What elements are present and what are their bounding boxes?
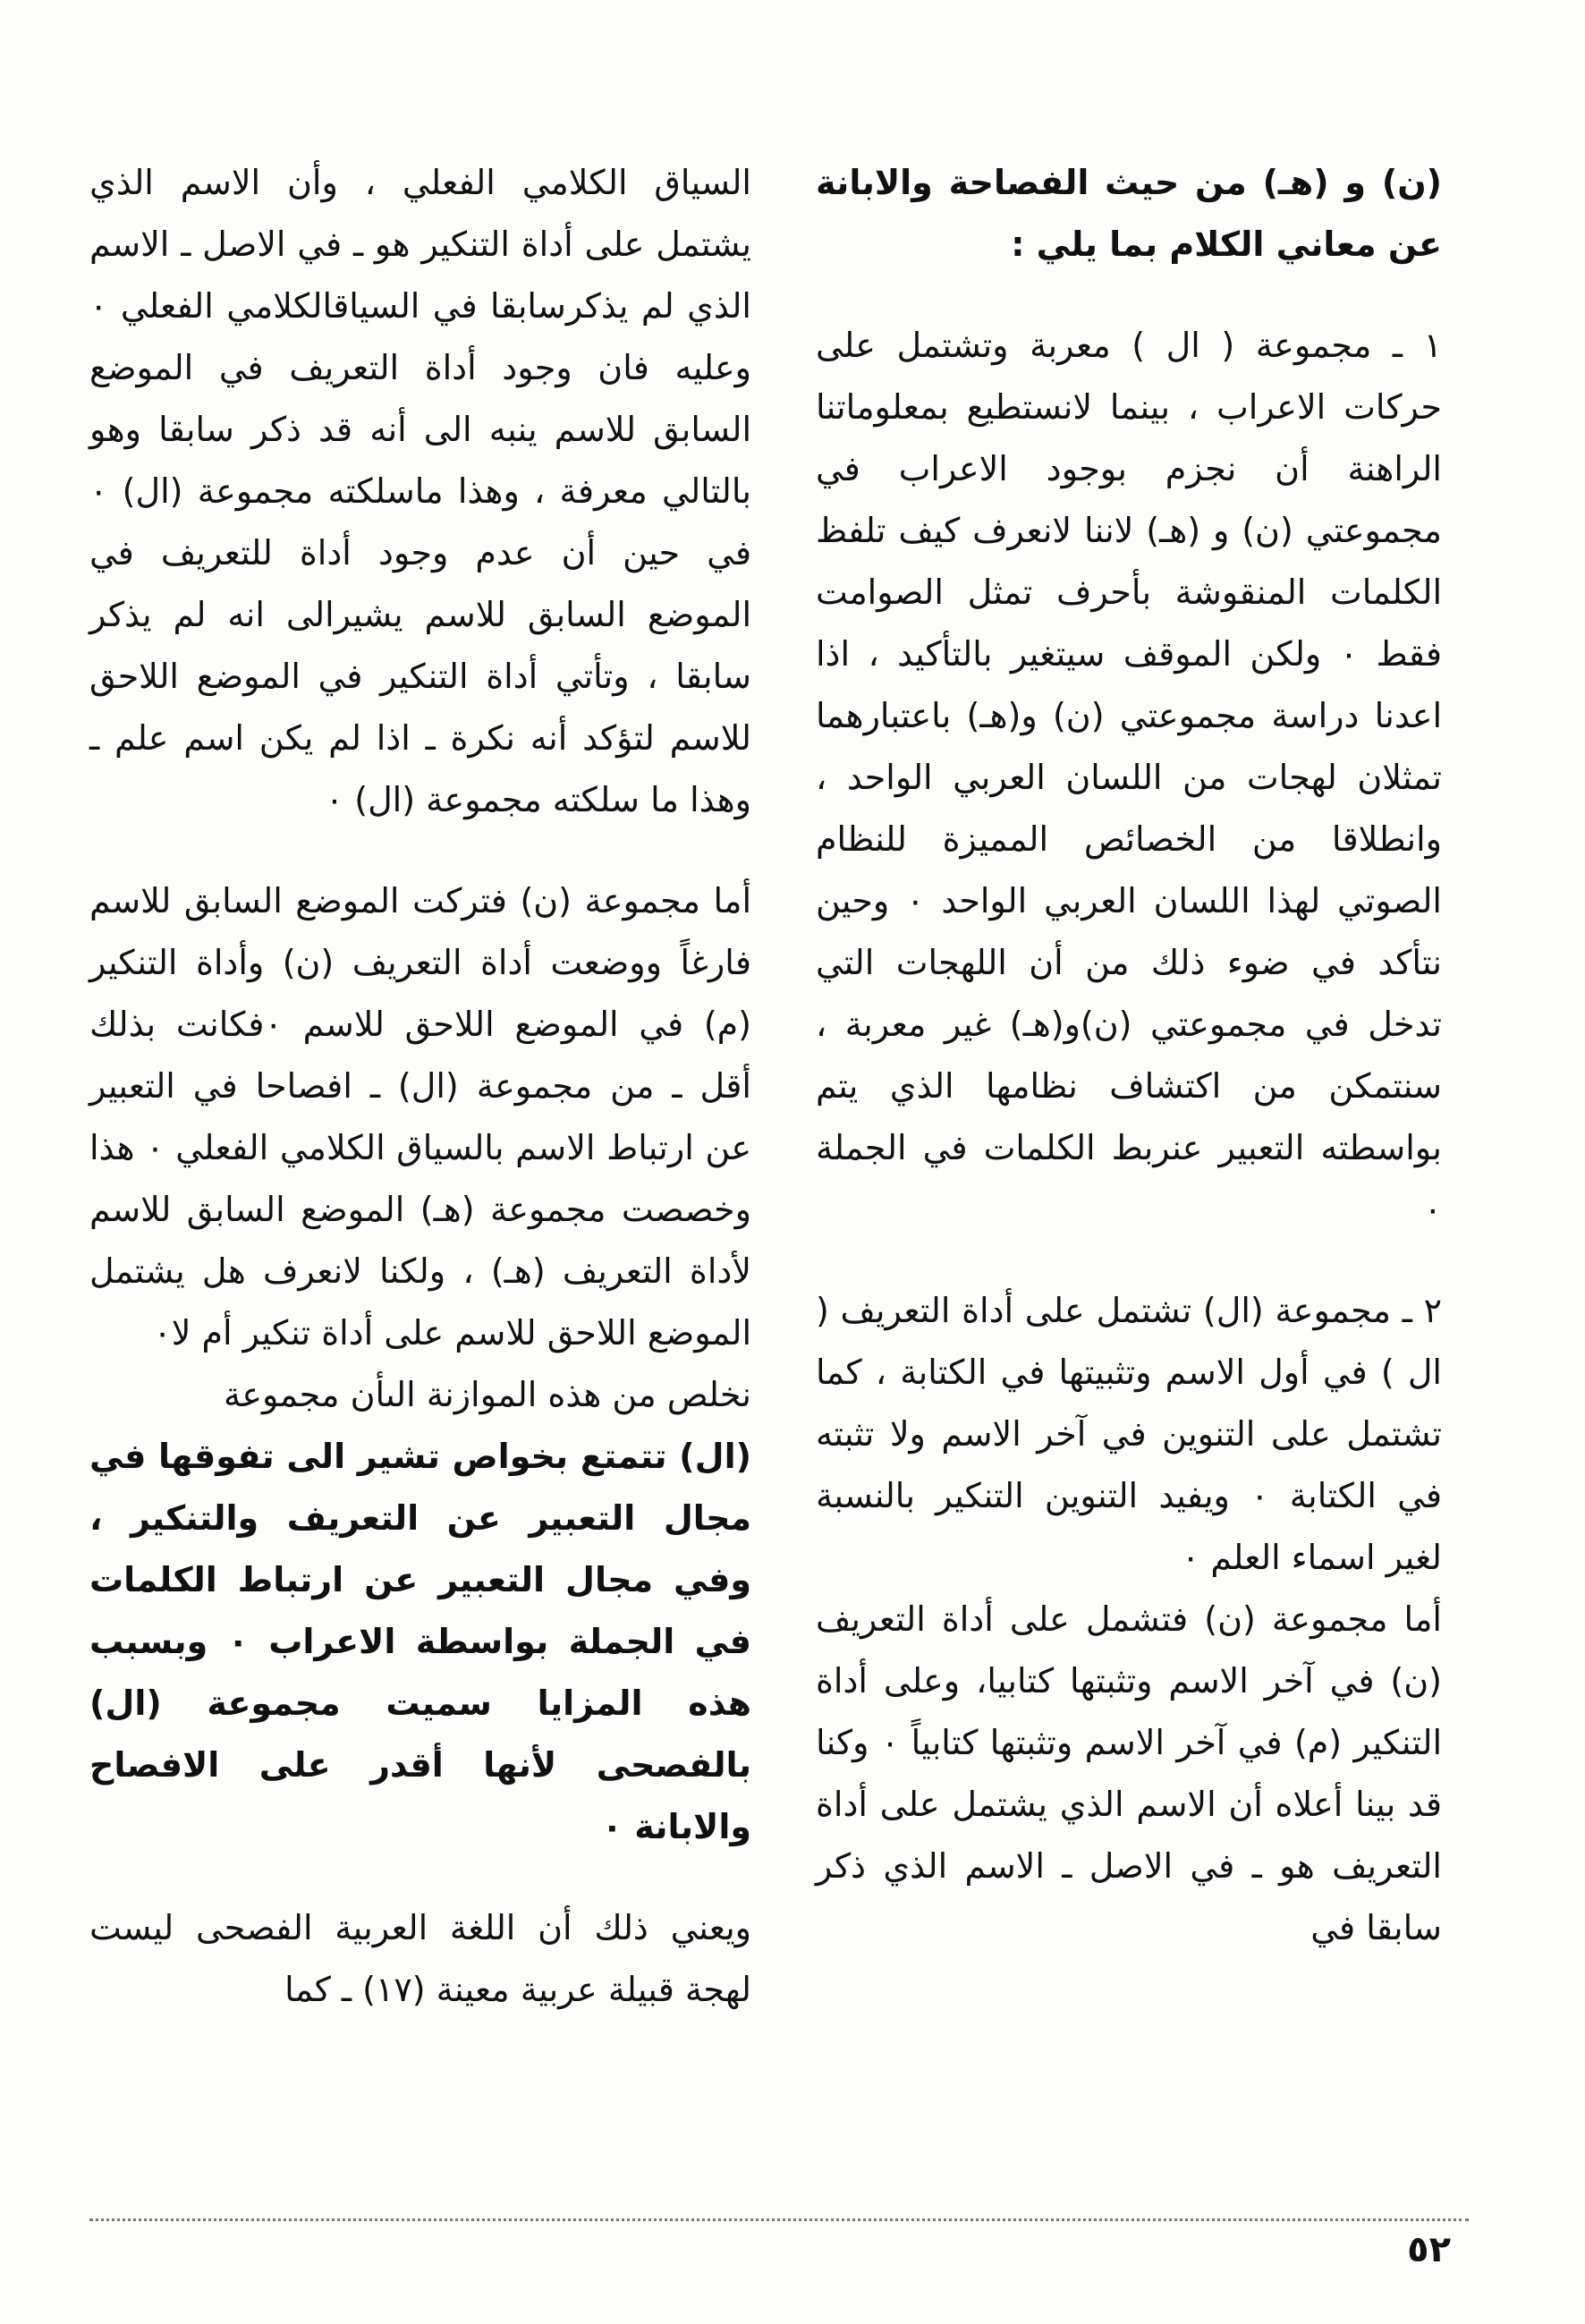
page-number: ٥٢: [1407, 2229, 1451, 2270]
right-text-column: [816, 152, 1442, 1959]
left-text-column: [89, 152, 751, 2021]
paragraph-conclusion-intro: نخلص من هذه الموازنة الىأن مجموعة: [223, 1375, 751, 1414]
paragraph-point-2: ٢ ـ مجموعة (ال) تشتمل على أداة التعريف ( ال ) في أول الاسم وتثبيتها في الكتابة ، كما تشتمل على التنوين في آخر الاسم ولا تثبته في الكتابة ٠ ويفيد التنوين التنكير بالنسبة لغير اسماء العلم ٠: [816, 1291, 1442, 1577]
paragraph-n-group-comparison: أما مجموعة (ن) فتركت الموضع السابق للاسم فارغاً ووضعت أداة التعريف (ن) وأداة التنكير (م) في الموضع اللاحق للاسم ٠فكانت بذلك أقل ـ من مجموعة (ال) ـ افصاحا في التعبير عن ارتباط الاسم بالسياق الكلامي الفعلي ٠ هذا وخصصت مجموعة (هـ) الموضع السابق للاسم لأداة التعريف (هـ) ، ولكنا لانعرف هل يشتمل الموضع اللاحق للاسم على أداة تنكير أم لا٠: [89, 881, 751, 1353]
paragraph-context: السياق الكلامي الفعلي ، وأن الاسم الذي يشتمل على أداة التنكير هو ـ في الاصل ـ الاسم الذي لم يذكرسابقا في السياقالكلامي الفعلي ٠ وعليه فان وجود أداة التعريف في الموضع السابق للاسم ينبه الى أنه قد ذكر سابقا وهو بالتالي معرفة ، وهذا ماسلكته مجموعة (ال) ٠ في حين أن عدم وجود أداة للتعريف في الموضع السابق للاسم يشيرالى انه لم يذكر سابقا ، وتأتي أداة التنكير في الموضع اللاحق للاسم لتؤكد أنه نكرة ـ اذا لم يكن اسم علم ـ وهذا ما سلكته مجموعة (ال) ٠: [89, 163, 751, 819]
paragraph-n-group: أما مجموعة (ن) فتشمل على أداة التعريف (ن) في آخر الاسم وتثبتها كتابيا، وعلى أداة التنكير (م) في آخر الاسم وتثبتها كتابياً ٠ وكنا قد بينا أعلاه أن الاسم الذي يشتمل على أداة التعريف هو ـ في الاصل ـ الاسم الذي ذكر سابقا في: [816, 1599, 1442, 1947]
paragraph-final: ويعني ذلك أن اللغة العربية الفصحى ليست لهجة قبيلة عربية معينة (١٧) ـ كما: [89, 1908, 751, 2009]
footer-divider: [89, 2218, 1469, 2221]
paragraph-intro: (ن) و (هـ) من حيث الفصاحة والابانة عن معاني الكلام بما يلي :: [816, 163, 1442, 264]
paragraph-point-1: ١ ـ مجموعة ( ال ) معربة وتشتمل على حركات الاعراب ، بينما لانستطيع بمعلوماتنا الراهنة أن نجزم بوجود الاعراب في مجموعتي (ن) و (هـ) لاننا لانعرف كيف تلفظ الكلمات المنقوشة بأحرف تمثل الصوامت فقط ٠ ولكن الموقف سيتغير بالتأكيد ، اذا اعدنا دراسة مجموعتي (ن) و(هـ) باعتبارهما تمثلان لهجات من اللسان العربي الواحد ، وانطلاقا من الخصائص المميزة للنظام الصوتي لهذا اللسان العربي الواحد ٠ وحين نتأكد في ضوء ذلك من أن اللهجات التي تدخل في مجموعتي (ن)و(هـ) غير معربة ، سنتمكن من اكتشاف نظامها الذي يتم بواسطته التعبير عنربط الكلمات في الجملة ٠: [816, 326, 1442, 1229]
paragraph-conclusion-bold: (ال) تتمتع بخواص تشير الى تفوقها في مجال التعبير عن التعريف والتنكير ، وفي مجال التعبير عن ارتباط الكلمات في الجملة بواسطة الاعراب ٠ وبسبب هذه المزايا سميت مجموعة (ال) بالفصحى لأنها أقدر على الافصاح والابانة ٠: [89, 1437, 751, 1846]
